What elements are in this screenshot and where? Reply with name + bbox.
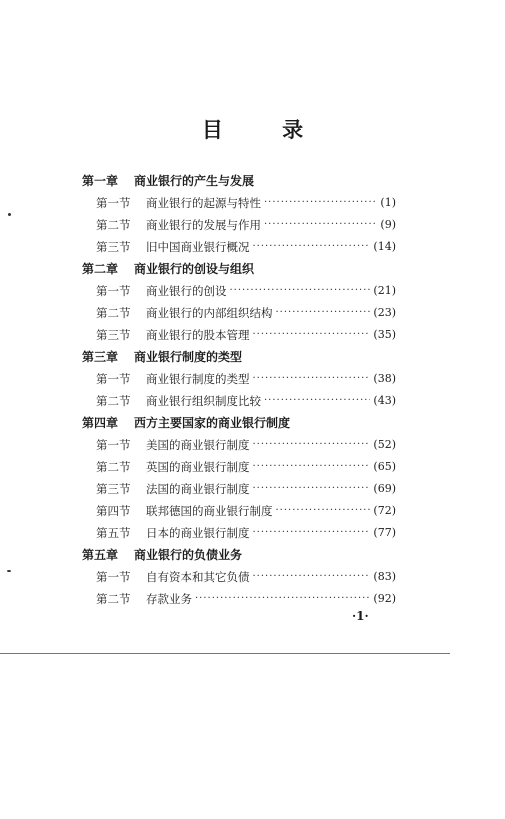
page-ref: (72) (373, 504, 396, 517)
section-title: 日本的商业银行制度 (146, 526, 250, 540)
section-title: 商业银行制度的类型 (146, 372, 250, 386)
section-title: 商业银行的内部组织结构 (146, 306, 273, 320)
section-title: 联邦德国的商业银行制度 (146, 504, 273, 518)
chapter-heading (82, 346, 242, 368)
toc-entry (96, 192, 396, 214)
chapter-number: 第三章 (82, 350, 119, 364)
toc-entry (96, 478, 396, 500)
scan-speck (8, 213, 11, 216)
chapter-title: 商业银行的创设与组织 (134, 262, 255, 276)
chapter-heading (82, 258, 254, 280)
section-title: 商业银行组织制度比较 (146, 394, 261, 408)
dot-leader (253, 236, 371, 258)
section-number: 第二节 (96, 394, 131, 408)
toc-entry (96, 368, 396, 390)
section-title: 商业银行的发展与作用 (146, 218, 261, 232)
dot-leader (264, 390, 370, 412)
section-number: 第三节 (96, 328, 131, 342)
page-ref: (92) (373, 592, 396, 605)
toc-entry (96, 588, 396, 610)
section-number: 第二节 (96, 218, 131, 232)
section-number: 第一节 (96, 284, 131, 298)
dot-leader (253, 566, 371, 588)
section-number: 第五节 (96, 526, 131, 540)
section-number: 第三节 (96, 482, 131, 496)
section-title: 存款业务 (146, 592, 192, 606)
page-number: ·1· (352, 609, 369, 623)
chapter-heading (82, 170, 254, 192)
section-title: 美国的商业银行制度 (146, 438, 250, 452)
page-ref: (52) (373, 438, 396, 451)
section-number: 第二节 (96, 592, 131, 606)
dot-leader (253, 368, 371, 390)
section-number: 第一节 (96, 372, 131, 386)
section-title: 旧中国商业银行概况 (146, 240, 250, 254)
section-title: 英国的商业银行制度 (146, 460, 250, 474)
page-ref: (23) (373, 306, 396, 319)
chapter-title: 西方主要国家的商业银行制度 (134, 416, 291, 430)
scan-divider-line (0, 653, 450, 654)
section-title: 法国的商业银行制度 (146, 482, 250, 496)
dot-leader (230, 280, 371, 302)
toc-entry (96, 456, 396, 478)
scan-speck (7, 570, 11, 572)
dot-leader (253, 434, 371, 456)
page-ref: (77) (373, 526, 396, 539)
toc-entry (96, 522, 396, 544)
page-ref: (43) (373, 394, 396, 407)
toc-entry (96, 324, 396, 346)
chapter-number: 第四章 (82, 416, 119, 430)
page-title: 目 录 (201, 117, 330, 142)
dot-leader (253, 456, 371, 478)
chapter-title: 商业银行的产生与发展 (134, 174, 255, 188)
dot-leader (276, 302, 371, 324)
toc-entry (96, 236, 396, 258)
dot-leader (253, 478, 371, 500)
chapter-title: 商业银行制度的类型 (134, 350, 243, 364)
toc-entry (96, 390, 396, 412)
section-number: 第一节 (96, 438, 131, 452)
page-ref: (14) (373, 240, 396, 253)
chapter-heading (82, 544, 242, 566)
toc-entry (96, 214, 396, 236)
dot-leader (195, 588, 370, 610)
toc-entry (96, 434, 396, 456)
dot-leader (264, 192, 377, 214)
page-ref: (65) (373, 460, 396, 473)
page-ref: (35) (373, 328, 396, 341)
dot-leader (253, 324, 371, 346)
toc-entry (96, 566, 396, 588)
chapter-number: 第二章 (82, 262, 119, 276)
page-ref: (9) (380, 218, 396, 231)
chapter-number: 第一章 (82, 174, 119, 188)
dot-leader (253, 522, 371, 544)
toc-entry (96, 280, 396, 302)
dot-leader (276, 500, 371, 522)
page-ref: (21) (373, 284, 396, 297)
page-ref: (38) (373, 372, 396, 385)
page-ref: (69) (373, 482, 396, 495)
section-number: 第二节 (96, 306, 131, 320)
toc-entry (96, 302, 396, 324)
section-number: 第三节 (96, 240, 131, 254)
page-ref: (83) (373, 570, 396, 583)
section-number: 第四节 (96, 504, 131, 518)
section-number: 第一节 (96, 570, 131, 584)
section-title: 商业银行的股本管理 (146, 328, 250, 342)
toc-entry (96, 500, 396, 522)
section-number: 第二节 (96, 460, 131, 474)
section-title: 商业银行的起源与特性 (146, 196, 261, 210)
section-title: 商业银行的创设 (146, 284, 227, 298)
section-number: 第一节 (96, 196, 131, 210)
chapter-heading (82, 412, 290, 434)
chapter-number: 第五章 (82, 548, 119, 562)
page-ref: (1) (380, 196, 396, 209)
chapter-title: 商业银行的负债业务 (134, 548, 243, 562)
dot-leader (264, 214, 377, 236)
section-title: 自有资本和其它负债 (146, 570, 250, 584)
